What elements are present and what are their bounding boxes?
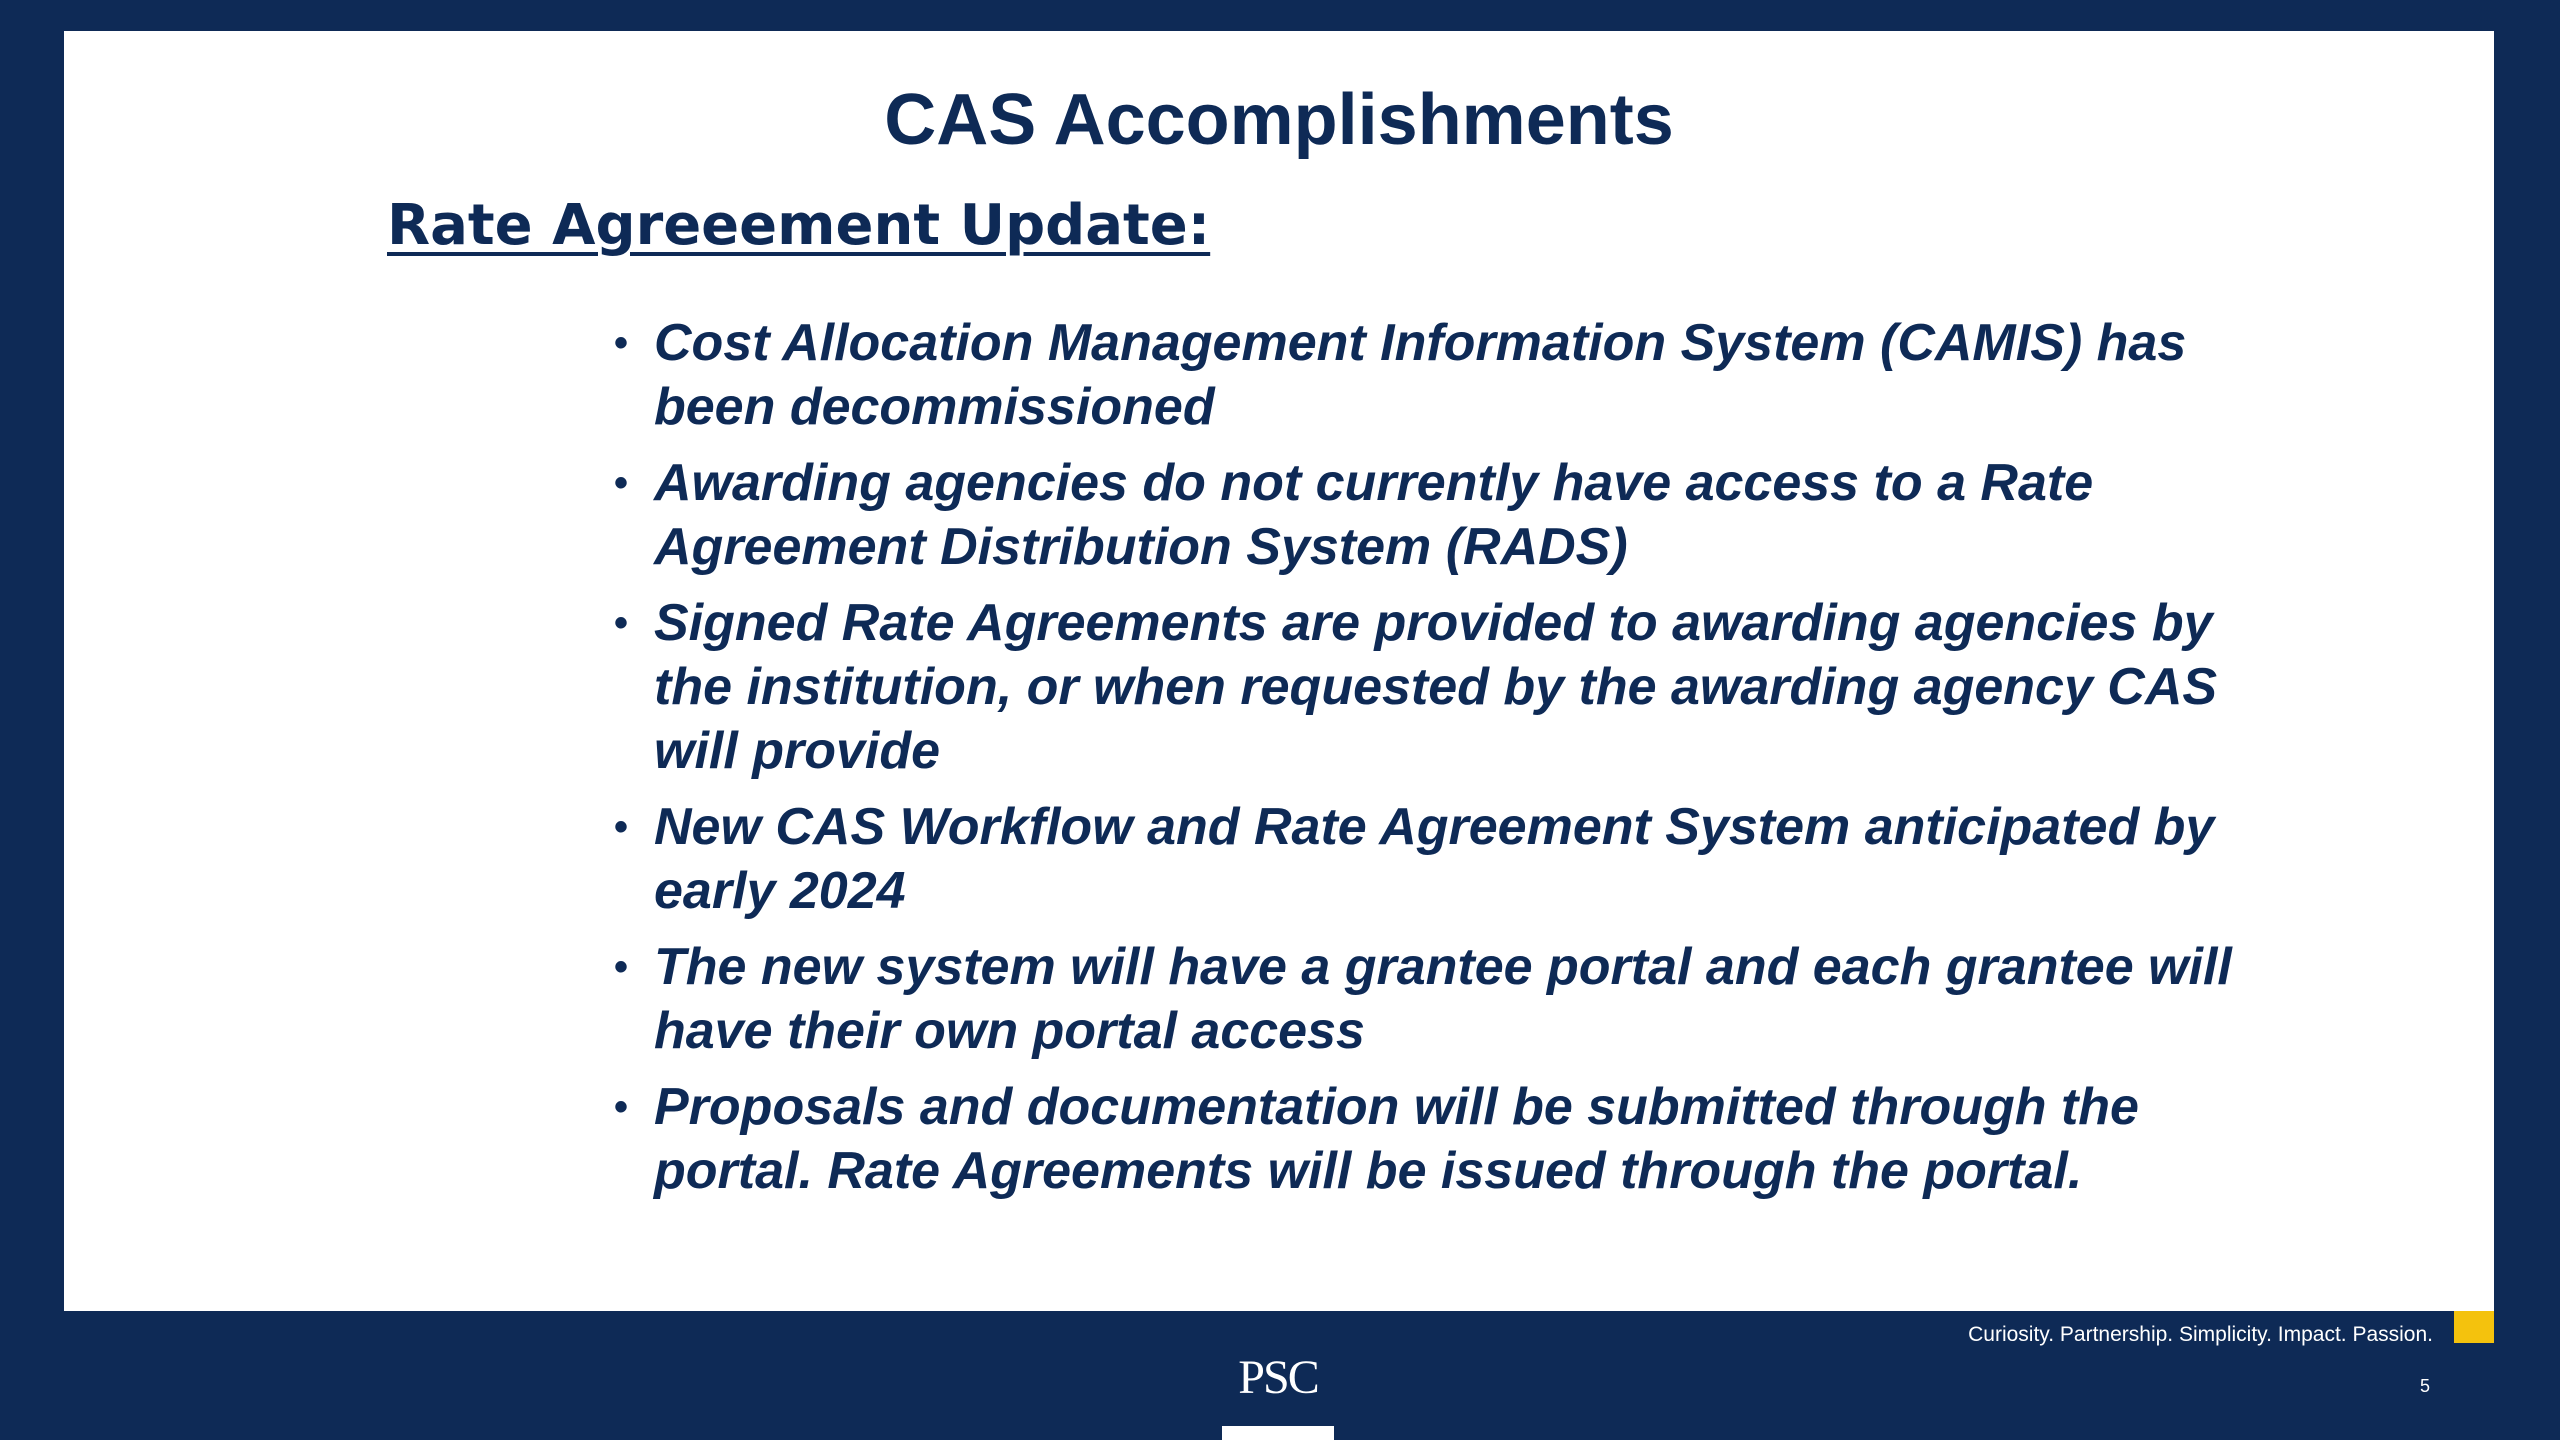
bullet-item bbox=[554, 795, 2254, 923]
bullet-dot-icon: • bbox=[614, 461, 629, 505]
psc-logo bbox=[1222, 1342, 1334, 1440]
logo-bar bbox=[1222, 1426, 1334, 1440]
bullet-dot-icon: • bbox=[614, 601, 629, 645]
slide-title: CAS Accomplishments bbox=[884, 80, 1674, 160]
bullet-text: The new system will have a grantee portal and each grantee will have their own portal access bbox=[654, 938, 2232, 1060]
bullet-dot-icon: • bbox=[614, 321, 629, 365]
bullet-text: Signed Rate Agreements are provided to awarding agencies by the institution, or when requested by the awarding agency CAS will provide bbox=[654, 594, 2218, 780]
page-number: 5 bbox=[2420, 1376, 2431, 1396]
slide-panel bbox=[64, 31, 2494, 1311]
bullet-dot-icon: • bbox=[614, 805, 629, 849]
bullet-item bbox=[554, 935, 2254, 1063]
bullet-dot-icon: • bbox=[614, 945, 629, 989]
bullet-text: New CAS Workflow and Rate Agreement System anticipated by early 2024 bbox=[654, 798, 2215, 920]
footer-tagline: Curiosity. Partnership. Simplicity. Impact. Passion. bbox=[1968, 1323, 2433, 1346]
bullet-dot-icon: • bbox=[614, 1085, 629, 1129]
bullet-text: Cost Allocation Management Information System (CAMIS) has been decommissioned bbox=[654, 314, 2187, 436]
bullet-item bbox=[554, 1075, 2254, 1203]
accent-square bbox=[2454, 1311, 2494, 1343]
section-heading: Rate Agreeement Update: bbox=[387, 193, 1211, 258]
logo-text: PSC bbox=[1238, 1351, 1318, 1404]
bullet-item bbox=[554, 451, 2254, 579]
bullet-item bbox=[554, 311, 2254, 439]
bullet-text: Awarding agencies do not currently have access to a Rate Agreement Distribution System (RADS) bbox=[654, 454, 2094, 576]
bullet-text: Proposals and documentation will be submitted through the portal. Rate Agreements will be issued through the portal. bbox=[654, 1078, 2139, 1200]
bullet-item bbox=[554, 591, 2254, 783]
bullet-list bbox=[554, 311, 2254, 1215]
